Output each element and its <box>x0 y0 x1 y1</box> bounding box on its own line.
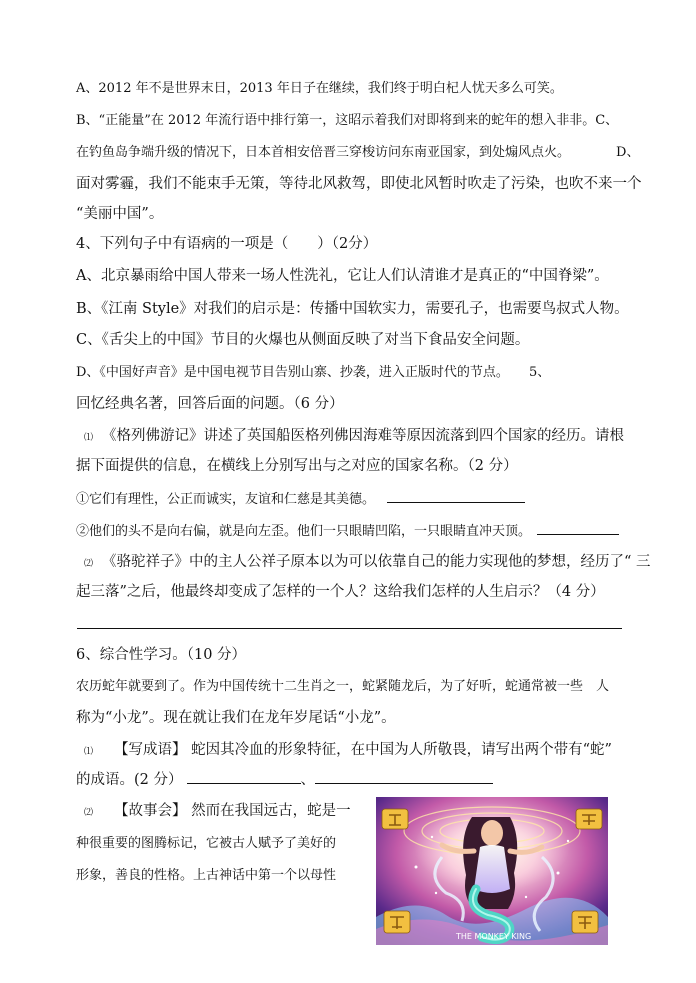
q3-option-d-label: D、 <box>616 145 640 160</box>
q5-part1-line2: 据下面提供的信息，在横线上分别写出与之对应的国家名称。（2 分） <box>76 458 518 474</box>
q6-part1-line2 <box>76 771 493 789</box>
q5-item1-answer-blank[interactable] <box>387 490 525 503</box>
q4-option-c: C、《舌尖上的中国》节目的火爆也从侧面反映了对当下食品安全问题。 <box>76 332 530 348</box>
q5-item2-answer-blank[interactable] <box>537 522 619 535</box>
nuwa-illustration <box>376 797 608 945</box>
q6-part1-text2: 的成语。(2 分） <box>76 772 183 788</box>
q6-part1-marker: ⑴ <box>84 747 94 757</box>
q5-answer-line[interactable] <box>77 628 622 629</box>
q3-option-c <box>76 144 639 162</box>
q4-option-b: B、《江南 Style》对我们的启示是：传播中国软实力，需要孔子，也需要鸟叔式人物。 <box>76 301 629 317</box>
q5-part2-line1 <box>76 553 651 573</box>
q3-option-b: B、“正能量”在 2012 年流行语中排行第一，这昭示着我们对即将到来的蛇年的想入非非。C、 <box>76 113 619 128</box>
q5-number: 5、 <box>528 365 551 380</box>
q5-item2-text: ②他们的头不是向右偏，就是向左歪。他们一只眼睛凹陷，一只眼睛直冲天顶。 <box>76 524 532 539</box>
q4-option-d-text: D、《中国好声音》是中国电视节目告别山寨、抄袭，进入正版时代的节点。 <box>76 365 509 380</box>
q5-part2-text1: 《骆驼祥子》中的主人公祥子原本以为可以依靠自己的能力实现他的梦想，经历了“ 三 <box>102 554 651 570</box>
q6-part2-text1: 【故事会】 然而在我国远古，蛇是一 <box>114 803 351 819</box>
q6-part2-line1 <box>76 802 351 822</box>
q3-option-c-text: 在钓鱼岛争端升级的情况下，日本首相安倍晋三穿梭访问东南亚国家，到处煽风点火。 <box>76 145 571 160</box>
q6-part2-line3: 形象，善良的性格。上古神话中第一个以母性 <box>76 868 337 883</box>
q4-option-d <box>76 364 550 382</box>
q4-option-a: A、北京暴雨给中国人带来一场人性洗礼，它让人们认清谁才是真正的“中国脊梁”。 <box>76 268 609 284</box>
q3-option-d-line2: “美丽中国”。 <box>76 206 164 222</box>
nuwa-illustration-art <box>376 797 608 945</box>
q3-option-a: A、2012 年不是世界末日，2013 年日子在继续，我们终于明白杞人忧天多么可笑。 <box>76 81 563 96</box>
q6-idiom2-blank[interactable] <box>315 771 493 784</box>
q5-part1-text1: 《格列佛游记》讲述了英国船医格列佛因海难等原因流落到四个国家的经历。请根 <box>102 428 624 444</box>
q5-part1-marker: ⑴ <box>84 433 94 443</box>
q5-item2 <box>76 522 619 541</box>
q5-intro: 回忆经典名著，回答后面的问题。（6 分） <box>76 396 344 412</box>
q5-part1-line1 <box>76 427 624 447</box>
q6-part1-line1 <box>76 741 612 761</box>
illustration-watermark: THE MONKEY KING <box>456 932 532 941</box>
q6-intro-line1: 农历蛇年就要到了。作为中国传统十二生肖之一，蛇紧随龙后，为了好听，蛇通常被一些 人 <box>76 679 610 694</box>
q6-idiom1-blank[interactable] <box>187 771 301 784</box>
q6-part2-line2: 种很重要的图腾标记，它被古人赋予了美好的 <box>76 836 337 851</box>
q6-idiom-separator: 、 <box>300 772 315 788</box>
q5-item1-text: ①它们有理性，公正而诚实，友谊和仁慈是其美德。 <box>76 492 376 507</box>
q6-part2-marker: ⑵ <box>84 808 94 818</box>
q3-option-d-line1: 面对雾霾，我们不能束手无策，等待北风救驾，即使北风暂时吹走了污染，也吹不来一个 <box>76 176 642 192</box>
q6-part1-text1: 【写成语】 蛇因其冷血的形象特征，在中国为人所敬畏，请写出两个带有“蛇” <box>114 742 612 758</box>
q6-title: 6、综合性学习。（10 分） <box>76 647 247 663</box>
q4-title: 4、下列句子中有语病的一项是（ ）（2分） <box>76 236 378 252</box>
q5-item1 <box>76 490 525 509</box>
q5-part2-line2: 起三落”之后，他最终却变成了怎样的一个人？这给我们怎样的人生启示？（4 分） <box>76 584 605 600</box>
q5-part2-marker: ⑵ <box>84 559 94 569</box>
q6-intro-line2: 称为“小龙”。现在就让我们在龙年岁尾话“小龙”。 <box>76 710 396 726</box>
